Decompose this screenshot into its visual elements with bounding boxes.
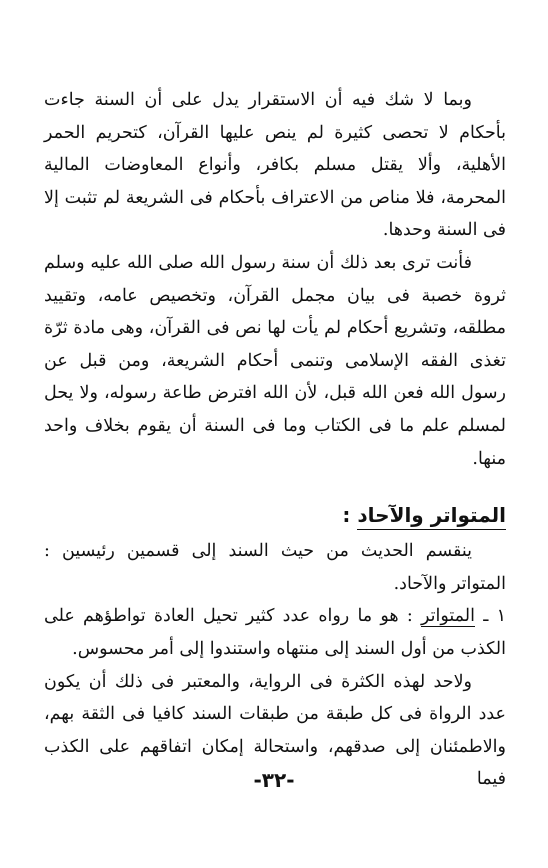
division-paragraph: ينقسم الحديث من حيث السند إلى قسمين رئيسين : المتواتر والآحاد. [44,541,506,594]
item-term: المتواتر [420,606,475,627]
item-number: ١ ـ [483,606,506,627]
item-definition: : هو ما رواه عدد كثير تحيل العادة تواطؤهم على الكذب من أول السند إلى منتهاه واستندوا إلى أمر محسوس. [44,606,506,659]
section-heading-colon: : [342,503,358,528]
second-paragraph: فأنت ترى بعد ذلك أن سنة رسول الله صلى الله عليه وسلم ثروة خصبة فى بيان مجمل القرآن، وتخصيص عامه، وتقييد مطلقه، وتشريع أحكام لم يأت لها نص فى القرآن، وهى مادة ثرّة تغذى الفقه الإسلامى وتنمى أحكام الشريعة، ومن قبل عن رسول الله فعن الله قبل، لأن الله افترض طاعة رسوله، ولا يحل لمسلم علم ما فى الكتاب وما فى السنة أن يقوم بخلاف واحد منها. [44,252,506,469]
closing-paragraph: ولاحد لهذه الكثرة فى الرواية، والمعتبر فى ذلك أن يكون عدد الرواة فى كل طبقة من طبقات السند كافيا فى الثقة بهم، والاطمئنان إلى صدقهم، واستحالة إمكان اتفاقهم على الكذب فيما [44,671,506,790]
page-body [44,84,506,796]
definition-item [44,600,506,665]
intro-paragraph: وبما لا شك فيه أن الاستقرار يدل على أن السنة جاءت بأحكام لا تحصى كثيرة لم ينص عليها القرآن، كتحريم الحمر الأهلية، وألا يقتل مسلم بكافر، وأنواع المعاوضات المالية المحرمة، فلا مناص من الاعتراف بأحكام فى الشريعة لم تثبت إلا فى السنة وحدها. [44,90,506,241]
section-heading [44,499,506,531]
page-number: -٣٢- [253,768,295,792]
section-heading-title: المتواتر والآحاد [357,503,506,530]
